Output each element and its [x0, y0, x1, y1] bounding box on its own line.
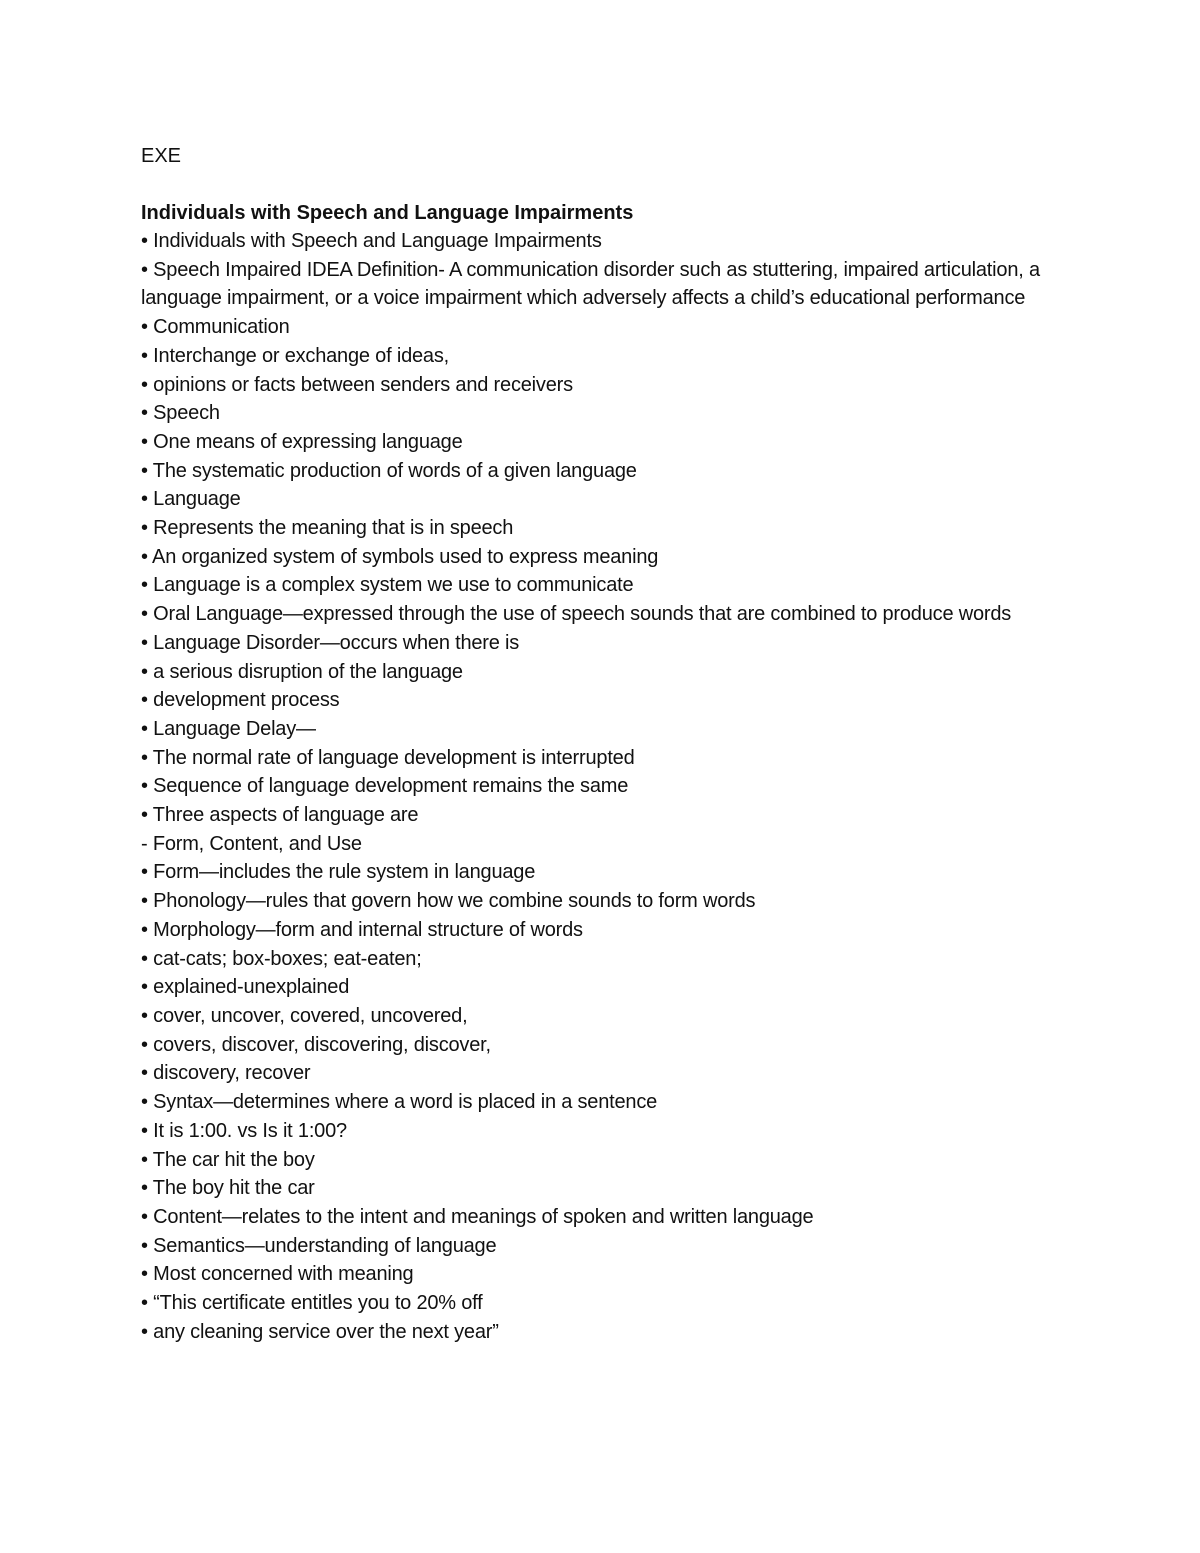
- list-item: • Phonology—rules that govern how we combine sounds to form words: [141, 890, 756, 913]
- list-item: • Form—includes the rule system in language: [141, 861, 536, 884]
- list-item: • Represents the meaning that is in speech: [141, 517, 514, 540]
- list-item: • Interchange or exchange of ideas,: [141, 344, 449, 367]
- list-item: • Oral Language—expressed through the use of speech sounds that are combined to produce words: [141, 603, 1012, 626]
- list-item: • Language: [141, 488, 241, 511]
- list-item: • Sequence of language development remains the same: [141, 775, 629, 798]
- list-item: • Language is a complex system we use to communicate: [141, 574, 634, 597]
- list-item: • explained-unexplained: [141, 976, 350, 999]
- list-item: • Morphology—form and internal structure of words: [141, 918, 583, 941]
- list-item: • It is 1:00. vs Is it 1:00?: [141, 1119, 347, 1142]
- list-item: • a serious disruption of the language: [141, 660, 463, 683]
- list-item: • development process: [141, 689, 340, 712]
- list-item: • Language Delay—: [141, 717, 316, 740]
- list-item: • Three aspects of language are: [141, 804, 419, 827]
- list-item: - Form, Content, and Use: [141, 832, 362, 855]
- list-item: • opinions or facts between senders and receivers: [141, 373, 573, 396]
- list-item: • any cleaning service over the next year”: [141, 1320, 499, 1343]
- list-item: • Speech Impaired IDEA Definition- A communication disorder such as stuttering, impaired articulation, a language impairment, or a voice impairment which adversely affects a child’s educational performance: [141, 258, 1040, 310]
- document-heading: Individuals with Speech and Language Impairments: [141, 202, 634, 224]
- list-item: • One means of expressing language: [141, 430, 463, 453]
- list-item: • An organized system of symbols used to express meaning: [141, 545, 659, 568]
- list-item: • Language Disorder—occurs when there is: [141, 631, 520, 654]
- document-page: [141, 142, 1061, 1346]
- list-item: • discovery, recover: [141, 1062, 311, 1085]
- list-item: • cat-cats; box-boxes; eat-eaten;: [141, 947, 422, 970]
- list-item: • The boy hit the car: [141, 1177, 315, 1200]
- list-item: • “This certificate entitles you to 20% off: [141, 1292, 483, 1315]
- list-item: • The car hit the boy: [141, 1148, 315, 1171]
- list-item: • Semantics—understanding of language: [141, 1234, 497, 1257]
- list-item: • cover, uncover, covered, uncovered,: [141, 1004, 468, 1027]
- list-item: • The normal rate of language development is interrupted: [141, 746, 635, 769]
- document-label: EXE: [141, 145, 182, 167]
- list-item: • Most concerned with meaning: [141, 1263, 414, 1286]
- list-item: • Individuals with Speech and Language Impairments: [141, 230, 602, 252]
- list-item: • The systematic production of words of a given language: [141, 459, 637, 482]
- list-item: • Content—relates to the intent and meanings of spoken and written language: [141, 1205, 814, 1228]
- list-item: • Speech: [141, 402, 220, 425]
- list-item: • covers, discover, discovering, discover,: [141, 1033, 491, 1056]
- list-item: • Syntax—determines where a word is placed in a sentence: [141, 1091, 658, 1114]
- document-lines: [141, 227, 1061, 1346]
- list-item: • Communication: [141, 316, 290, 339]
